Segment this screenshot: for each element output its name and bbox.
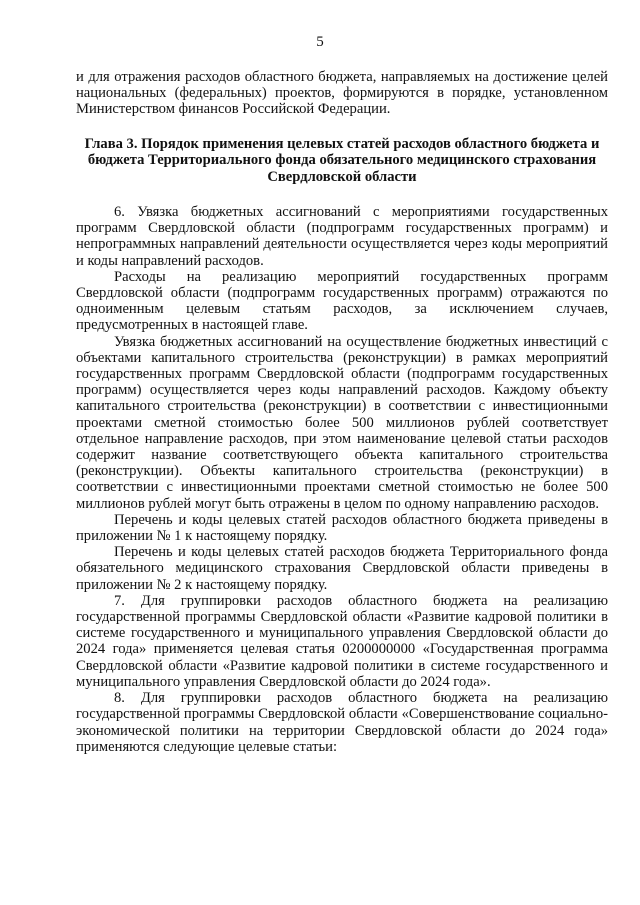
paragraph-capital-investments: Увязка бюджетных ассигнований на осуществление бюджетных инвестиций с объектами капитального строительства (реконструкции) в рамках мероприятий государственных программ Свердловской области (подпрограмм государственных программ) осуществляется через коды направлений расходов. Каждому объекту капитального строительства (реконструкции) в соответствии с инвестиционными проектами сметной стоимостью более 500 миллионов рублей соответствует отдельное направление расходов, при этом наименование целевой статьи расходов содержит название соответствующего объекта капитального строительства (реконструкции). Объекты капитального строительства (реконструкции) в соответствии с инвестиционными проектами сметной стоимостью не более 500 миллионов рублей могут быть отражены в целом по одному направлению расходов. [76,333,608,512]
paragraph-expenses-mapping: Расходы на реализацию мероприятий государственных программ Свердловской области (подпрограмм государственных программ) отражаются по одноименным целевым статьям расходов, за исключением случаев, предусмотренных в настоящей главе. [76,268,608,334]
intro-paragraph: и для отражения расходов областного бюджета, направляемых на достижение целей национальных (федеральных) проектов, формируются в порядке, установленном Министерством финансов Российской Федерации. [76,69,608,118]
paragraph-6: 6. Увязка бюджетных ассигнований с мероприятиями государственных программ Свердловской области (подпрограмм государственных программ) и непрограммных направлений деятельности осуществляется через коды мероприятий и коды направлений расходов. [76,204,608,269]
page-number: 5 [316,34,324,50]
document-body [76,69,608,755]
paragraph-appendix-2: Перечень и коды целевых статей расходов бюджета Территориального фонда обязательного медицинского страхования Свердловской области приведены в приложении № 2 к настоящему порядку. [76,544,608,593]
paragraph-7: 7. Для группировки расходов областного бюджета на реализацию государственной программы Свердловской области «Развитие кадровой политики в системе государственного и муниципального управления Свердловской области до 2024 года» применяется целевая статья 0200000000 «Государственная программа Свердловской области «Развитие кадровой политики в системе государственного и муниципального управления Свердловской области до 2024 года». [76,592,608,690]
paragraph-appendix-1: Перечень и коды целевых статей расходов областного бюджета приведены в приложении № 1 к настоящему порядку. [76,511,608,545]
chapter-heading: Глава 3. Порядок применения целевых статей расходов областного бюджета и бюджета Территориального фонда обязательного медицинского страхования Свердловской области [84,135,600,186]
paragraph-8: 8. Для группировки расходов областного бюджета на реализацию государственной программы Свердловской области «Совершенствование социально-экономической политики на территории Свердловской области до 2024 года» применяются следующие целевые статьи: [76,690,608,755]
